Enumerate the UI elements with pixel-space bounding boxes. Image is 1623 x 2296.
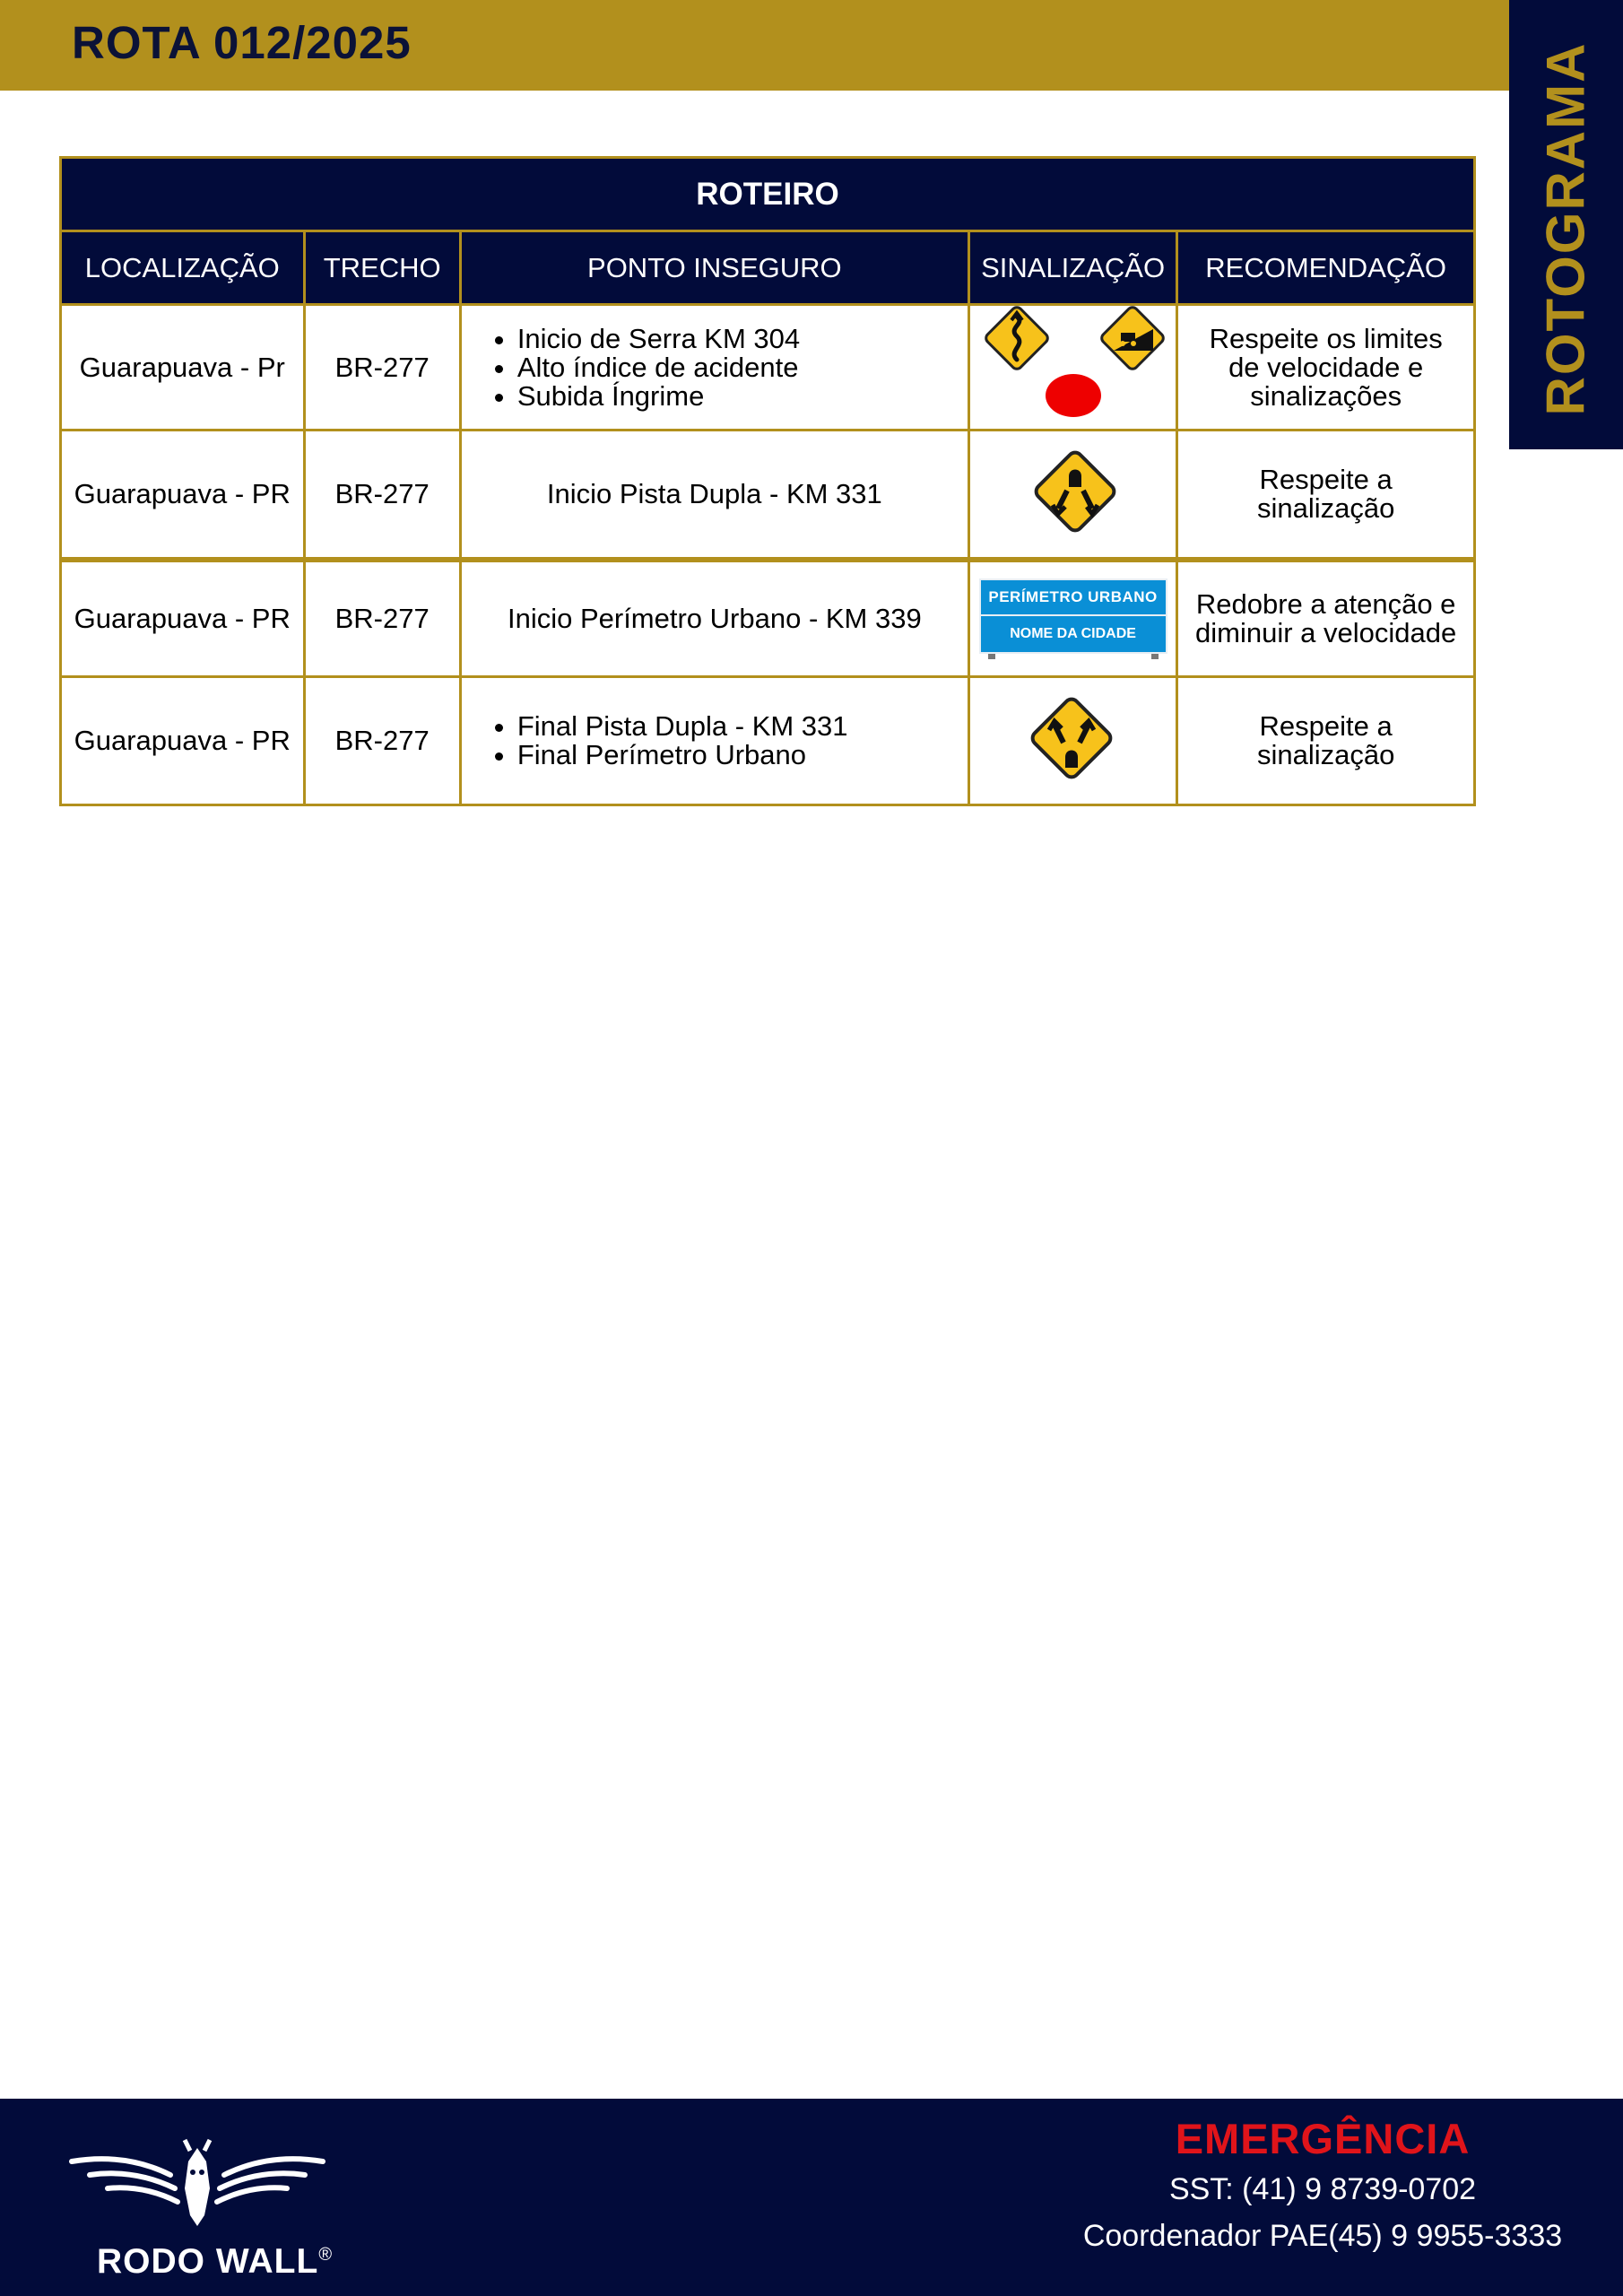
sinalizacao-cell: [970, 431, 1176, 557]
recomendacao-cell: Redobre a atenção e diminuir a velocidade: [1178, 562, 1473, 675]
ponto-inseguro-cell: Inicio Pista Dupla - KM 331: [462, 431, 968, 557]
red-dot-icon: [1046, 374, 1101, 417]
trecho-cell: BR-277: [306, 678, 459, 804]
sign-top-text: PERÍMETRO URBANO: [979, 578, 1167, 616]
ponto-list: [462, 322, 968, 412]
sign-bottom-text: NOME DA CIDADE: [979, 616, 1167, 654]
registered-mark: ®: [318, 2245, 334, 2265]
list-item: • Final Pista Dupla - KM 331: [517, 712, 968, 741]
trecho-cell: BR-277: [306, 562, 459, 675]
ponto-inseguro-cell: [462, 306, 968, 429]
table-row: [62, 562, 1473, 675]
winding-road-sign-icon: [984, 306, 1050, 371]
winged-horse-logo-icon: [63, 2126, 332, 2242]
table-row: [62, 306, 1473, 429]
column-header-recomendacao: RECOMENDAÇÃO: [1178, 232, 1473, 303]
ponto-inseguro-cell: [462, 678, 968, 804]
sinalizacao-cell: [970, 562, 1176, 675]
emergency-title: EMERGÊNCIA: [1175, 2115, 1471, 2162]
header-bar: [0, 0, 1509, 91]
localizacao-cell: Guarapuava - PR: [62, 678, 303, 804]
column-header-ponto-inseguro: PONTO INSEGURO: [462, 232, 968, 303]
sign-group: [970, 306, 1176, 423]
route-title: ROTA 012/2025: [72, 17, 412, 68]
sinalizacao-cell: [970, 678, 1176, 804]
rodo-wall-logo: [63, 2126, 334, 2281]
column-header-sinalizacao: SINALIZAÇÃO: [970, 232, 1176, 303]
urban-perimeter-sign: [979, 578, 1167, 659]
side-tab: [1509, 0, 1623, 449]
column-header-trecho: TRECHO: [306, 232, 459, 303]
sinalizacao-cell: [970, 306, 1176, 429]
sst-phone: SST: (41) 9 8739-0702: [1168, 2172, 1477, 2206]
logo-text: RODO WALL®: [97, 2242, 334, 2281]
steep-climb-sign-icon: [1099, 306, 1166, 371]
table-row: [62, 431, 1473, 557]
ponto-list: [462, 712, 968, 770]
pae-coordinator-phone: Coordenador PAE(45) 9 9955-3333: [1082, 2219, 1563, 2253]
trecho-cell: BR-277: [306, 431, 459, 557]
list-item: • Alto índice de acidente: [517, 353, 968, 382]
table-row: [62, 678, 1473, 804]
list-item: • Final Perímetro Urbano: [517, 741, 968, 770]
sign-post: [1151, 654, 1159, 659]
list-item: • Inicio de Serra KM 304: [517, 325, 968, 353]
ponto-inseguro-cell: Inicio Perímetro Urbano - KM 339: [462, 562, 968, 675]
localizacao-cell: Guarapuava - PR: [62, 562, 303, 675]
localizacao-cell: Guarapuava - Pr: [62, 306, 303, 429]
recomendacao-cell: Respeite a sinalização: [1178, 678, 1473, 804]
table-caption: ROTEIRO: [62, 159, 1473, 230]
route-table: [59, 156, 1476, 806]
column-header-localizacao: LOCALIZAÇÃO: [62, 232, 303, 303]
recomendacao-cell: Respeite a sinalização: [1178, 431, 1473, 557]
side-tab-label: ROTOGRAMA: [1535, 41, 1596, 416]
sign-post: [988, 654, 995, 659]
footer: [0, 2099, 1623, 2296]
divided-highway-start-sign-icon: [970, 431, 1176, 552]
recomendacao-cell: Respeite os limites de velocidade e sinalizações: [1178, 306, 1473, 429]
localizacao-cell: Guarapuava - PR: [62, 431, 303, 557]
divided-highway-end-sign-icon: [970, 678, 1176, 798]
list-item: • Subida Íngrime: [517, 382, 968, 411]
trecho-cell: BR-277: [306, 306, 459, 429]
